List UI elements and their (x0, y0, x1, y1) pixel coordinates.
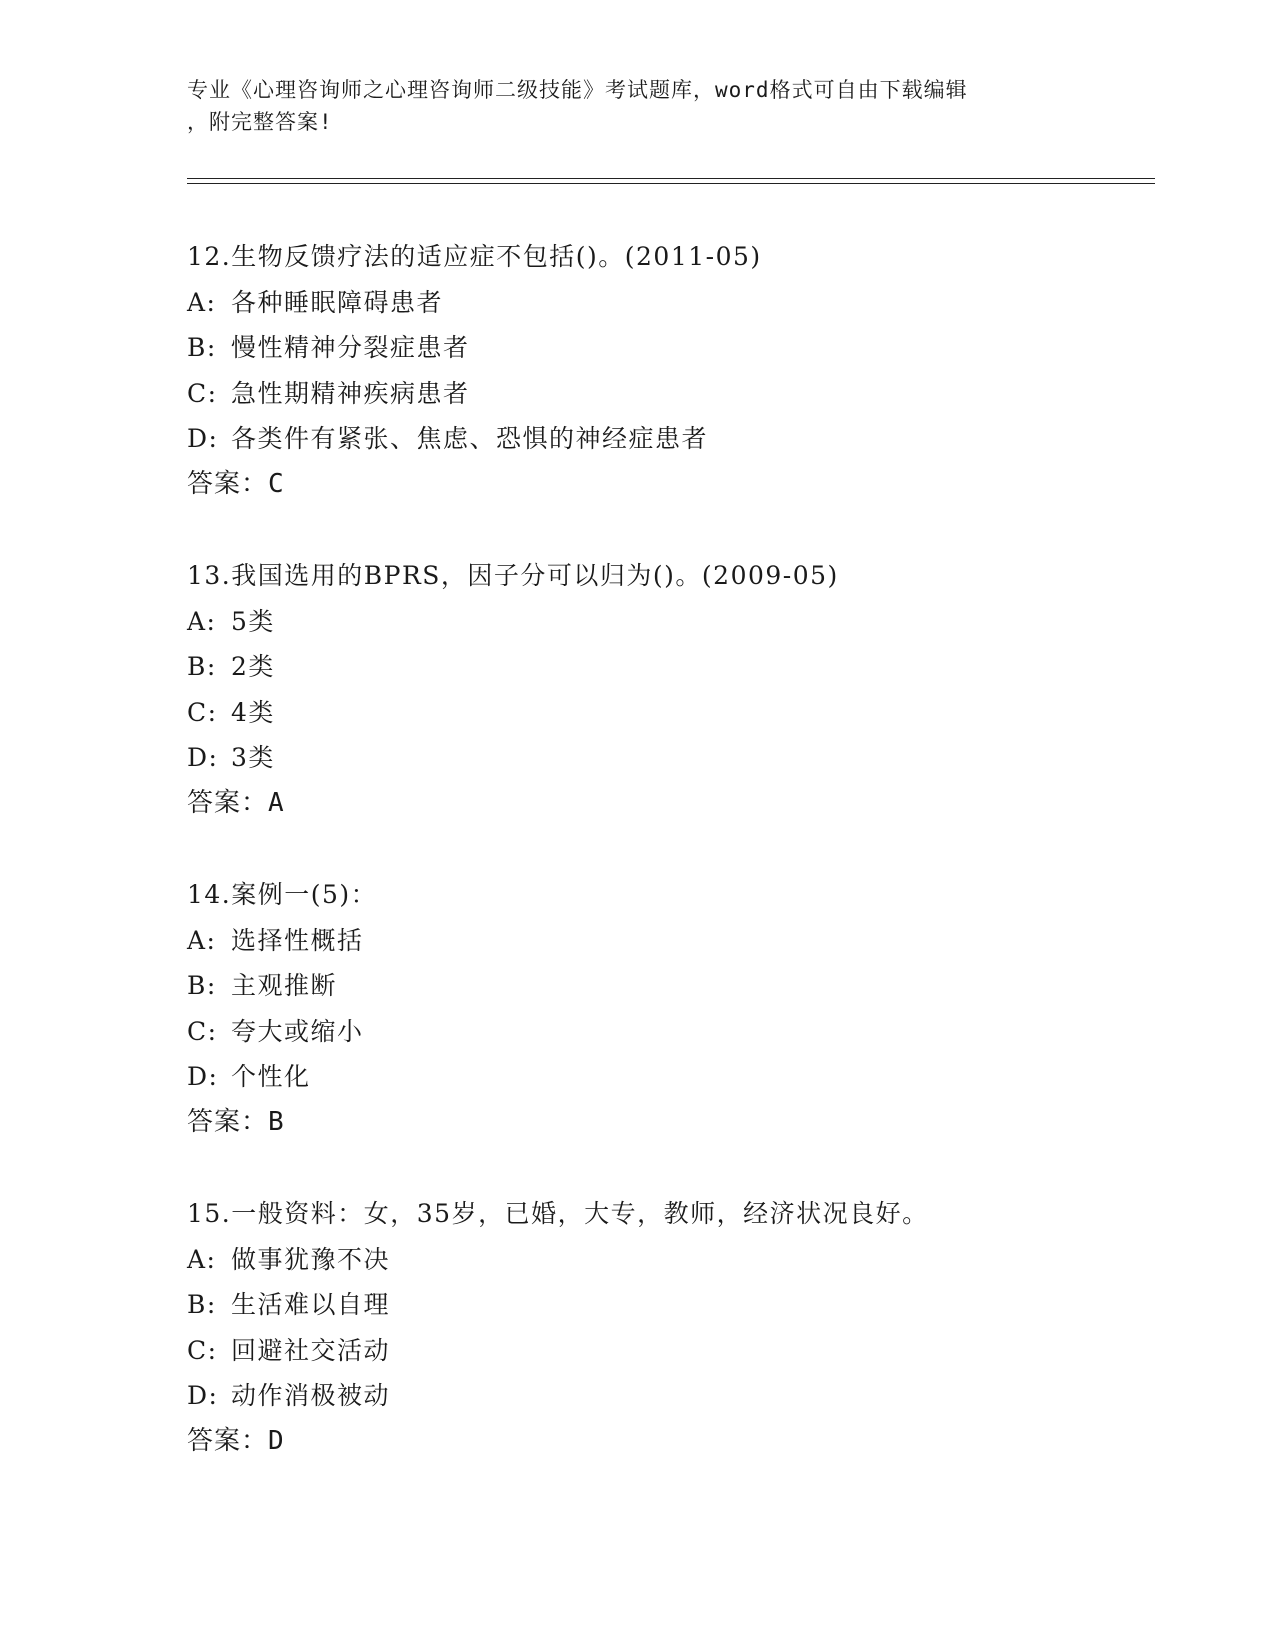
option-text: 3类 (231, 743, 275, 772)
option-label: B: (187, 333, 217, 362)
option-text: 主观推断 (231, 971, 338, 1000)
document-header (187, 74, 1087, 138)
option-label: A: (187, 606, 217, 636)
answer-label: 答案： (187, 787, 269, 818)
option-text: 2类 (231, 652, 275, 681)
option-text: 各种睡眠障碍患者 (231, 287, 444, 317)
answer-value: D (268, 1425, 284, 1456)
option-text: 动作消极被动 (231, 1381, 391, 1410)
question-title: 13.我国选用的BPRS，因子分可以归为()。(2009-05) (187, 561, 839, 590)
option-text: 急性期精神疾病患者 (231, 378, 470, 408)
answer-line (187, 1100, 1147, 1146)
option-text: 慢性精神分裂症患者 (231, 333, 470, 362)
option-label: B: (187, 971, 217, 1000)
header-divider-bottom (187, 183, 1155, 184)
answer-line (187, 462, 1147, 508)
option-b (187, 1282, 1147, 1328)
option-label: B: (187, 652, 217, 681)
answer-value: B (268, 1106, 284, 1137)
option-a (187, 1237, 1147, 1283)
answer-value: C (268, 468, 284, 499)
option-a (187, 599, 1147, 645)
option-text: 5类 (231, 606, 275, 636)
option-d (187, 735, 1147, 781)
option-text: 做事犹豫不决 (231, 1244, 391, 1274)
option-label: A: (187, 287, 217, 317)
option-d (187, 416, 1147, 462)
option-text: 夸大或缩小 (231, 1016, 364, 1046)
header-line-2: ，附完整答案! (187, 110, 333, 134)
question-12 (187, 234, 1147, 507)
option-c (187, 371, 1147, 417)
question-13 (187, 553, 1147, 826)
question-14 (187, 872, 1147, 1145)
option-label: C: (187, 1016, 218, 1046)
answer-label: 答案： (187, 1106, 269, 1137)
answer-value: A (268, 787, 284, 818)
option-text: 选择性概括 (231, 925, 364, 955)
option-b (187, 963, 1147, 1009)
option-label: D: (187, 424, 219, 453)
question-title: 12.生物反馈疗法的适应症不包括()。(2011-05) (187, 242, 762, 271)
question-title: 14.案例一(5)： (187, 880, 378, 909)
option-c (187, 690, 1147, 736)
question-15 (187, 1191, 1147, 1464)
option-text: 生活难以自理 (231, 1290, 391, 1319)
answer-line (187, 781, 1147, 827)
option-b (187, 644, 1147, 690)
header-line-1: 专业《心理咨询师之心理咨询师二级技能》考试题库，word格式可自由下载编辑 (187, 78, 968, 102)
option-c (187, 1009, 1147, 1055)
option-d (187, 1373, 1147, 1419)
option-text: 回避社交活动 (231, 1335, 391, 1365)
option-label: A: (187, 1244, 217, 1274)
option-text: 4类 (231, 697, 275, 727)
option-text: 各类件有紧张、焦虑、恐惧的神经症患者 (231, 424, 709, 453)
question-title: 15.一般资料：女，35岁，已婚，大专，教师，经济状况良好。 (187, 1199, 929, 1228)
option-label: C: (187, 378, 218, 408)
option-label: D: (187, 743, 219, 772)
header-divider-top (187, 178, 1155, 179)
option-label: C: (187, 1335, 218, 1365)
option-text: 个性化 (231, 1062, 311, 1091)
answer-label: 答案： (187, 468, 269, 499)
option-label: B: (187, 1290, 217, 1319)
option-d (187, 1054, 1147, 1100)
option-c (187, 1328, 1147, 1374)
option-a (187, 280, 1147, 326)
option-label: A: (187, 925, 217, 955)
option-b (187, 325, 1147, 371)
option-label: C: (187, 697, 218, 727)
option-label: D: (187, 1062, 219, 1091)
option-label: D: (187, 1381, 219, 1410)
answer-line (187, 1419, 1147, 1465)
option-a (187, 918, 1147, 964)
answer-label: 答案： (187, 1425, 269, 1456)
